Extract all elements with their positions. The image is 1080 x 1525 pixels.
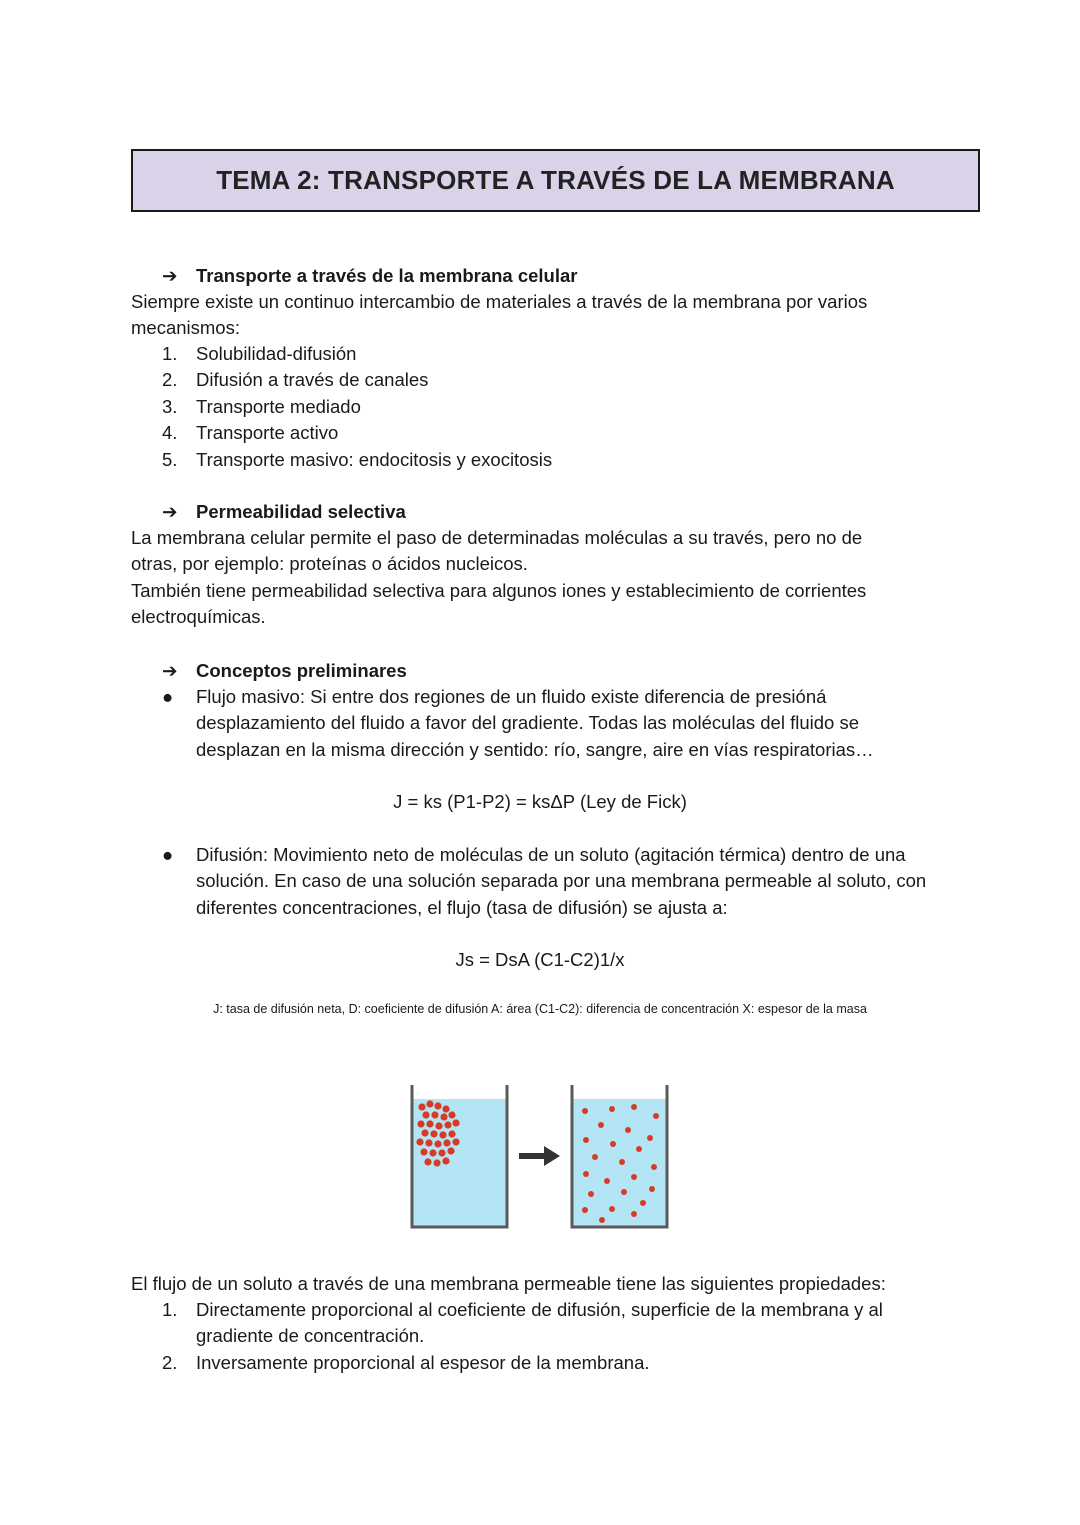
particle	[598, 1122, 604, 1128]
bullet-icon: ●	[162, 844, 174, 865]
particle	[588, 1191, 594, 1197]
particle	[583, 1137, 589, 1143]
permeabilidad-p1: La membrana celular permite el paso de determinadas moléculas a su través, pero no de otras, por ejemplo: proteínas o ácidos nucleicos.	[131, 527, 863, 575]
particle	[434, 1102, 441, 1109]
properties-list	[162, 1297, 952, 1376]
particle	[416, 1138, 423, 1145]
particle	[443, 1139, 450, 1146]
particle	[431, 1111, 438, 1118]
particle	[442, 1105, 449, 1112]
particle	[439, 1131, 446, 1138]
formula-legend: J: tasa de difusión neta, D: coeficiente de difusión A: área (C1-C2): diferencia de concentración X: espesor de la masa	[213, 1002, 867, 1016]
particle	[610, 1141, 616, 1147]
bullet-flujo	[162, 684, 942, 763]
list-item: 1. Solubilidad-difusión	[162, 343, 357, 364]
list-item: 5. Transporte masivo: endocitosis y exocitosis	[162, 448, 553, 470]
particle	[582, 1108, 588, 1114]
particle	[599, 1217, 605, 1223]
particle	[631, 1104, 637, 1110]
list-item: 2. Inversamente proporcional al espesor de la membrana.	[162, 1351, 650, 1373]
list-item: 3. Transporte mediado	[162, 395, 361, 417]
section-heading-transporte: ➔ Transporte a través de la membrana celular	[162, 263, 577, 289]
particle	[444, 1121, 451, 1128]
particle	[426, 1120, 433, 1127]
particle	[653, 1113, 659, 1119]
particle	[434, 1140, 441, 1147]
diffusion-illustration	[408, 1082, 672, 1230]
particle	[621, 1189, 627, 1195]
particle	[421, 1129, 428, 1136]
particle	[649, 1186, 655, 1192]
bullet-icon: ●	[162, 686, 174, 707]
particle	[651, 1164, 657, 1170]
particle	[604, 1178, 610, 1184]
particle	[418, 1103, 425, 1110]
particle	[452, 1119, 459, 1126]
particle	[435, 1122, 442, 1129]
particle	[582, 1207, 588, 1213]
formula-fick: J = ks (P1-P2) = ksΔP (Ley de Fick)	[393, 791, 687, 812]
difusion-text: Difusión: Movimiento neto de moléculas de un soluto (agitación térmica) dentro de una solución. En caso de una solución separada por una membrana permeable al soluto, con diferentes concentraciones, el flujo (tasa de difusión) se ajusta a:	[196, 844, 927, 918]
transporte-intro: Siempre existe un continuo intercambio de materiales a través de la membrana por varios mecanismos:	[131, 291, 868, 339]
particle	[424, 1158, 431, 1165]
particle	[609, 1106, 615, 1112]
section-heading-conceptos: ➔ Conceptos preliminares	[162, 658, 407, 684]
particle	[619, 1159, 625, 1165]
page-title: TEMA 2: TRANSPORTE A TRAVÉS DE LA MEMBRANA	[216, 165, 895, 195]
bullet-difusion	[162, 842, 942, 921]
particle	[417, 1120, 424, 1127]
particle	[438, 1149, 445, 1156]
particle	[592, 1154, 598, 1160]
list-item: 2. Difusión a través de canales	[162, 369, 429, 391]
particle	[631, 1174, 637, 1180]
permeabilidad-p2: También tiene permeabilidad selectiva para algunos iones y establecimiento de corrientes electroquímicas.	[131, 580, 867, 628]
particle	[442, 1157, 449, 1164]
particle	[583, 1171, 589, 1177]
particle	[625, 1127, 631, 1133]
particle	[636, 1146, 642, 1152]
arrow-icon: ➔	[162, 660, 178, 681]
arrow-icon: ➔	[162, 501, 178, 522]
particle	[448, 1130, 455, 1137]
mechanisms-list	[162, 341, 962, 473]
particle	[425, 1139, 432, 1146]
particle	[447, 1147, 454, 1154]
particle	[631, 1211, 637, 1217]
propiedades-intro: El flujo de un soluto a través de una membrana permeable tiene las siguientes propiedades:	[131, 1273, 886, 1294]
particle	[448, 1111, 455, 1118]
particle	[430, 1130, 437, 1137]
section-heading-permeabilidad: ➔ Permeabilidad selectiva	[162, 499, 406, 525]
particle	[640, 1200, 646, 1206]
particle	[429, 1149, 436, 1156]
right-arrow-icon	[519, 1146, 560, 1166]
particle	[426, 1100, 433, 1107]
particle	[647, 1135, 653, 1141]
particle	[452, 1138, 459, 1145]
beaker-concentrated	[412, 1085, 507, 1227]
particle	[609, 1206, 615, 1212]
flujo-text: Flujo masivo: Si entre dos regiones de un fluido existe diferencia de presióná desplazamiento del fluido a favor del gradiente. Todas las moléculas del fluido se desplazan en la misma dirección y sentido: río, sangre, aire en vías respiratorias…	[196, 686, 874, 760]
arrow-icon: ➔	[162, 265, 178, 286]
particle	[420, 1148, 427, 1155]
particle	[440, 1113, 447, 1120]
list-item: 4. Transporte activo	[162, 422, 339, 444]
formula-difusion: Js = DsA (C1-C2)1/x	[455, 949, 625, 970]
particle	[433, 1159, 440, 1166]
particle	[422, 1111, 429, 1118]
beaker-diffused	[572, 1085, 667, 1227]
page-title-box	[131, 149, 980, 212]
list-item: 1. Directamente proporcional al coeficiente de difusión, superficie de la membrana y al gradiente de concentración.	[162, 1299, 883, 1347]
